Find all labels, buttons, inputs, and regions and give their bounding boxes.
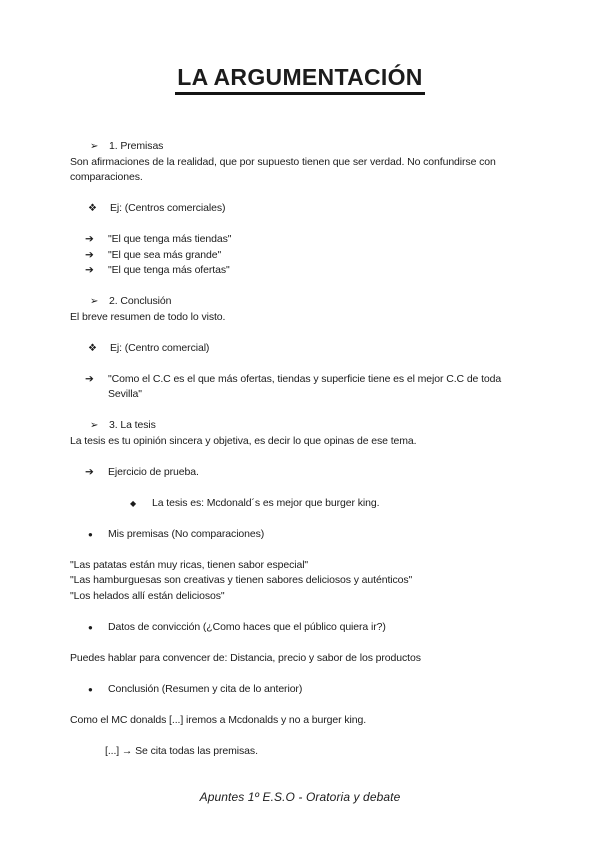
list-item-text: "El que tenga más tiendas": [108, 233, 232, 245]
arrow-bullet-icon: ➔: [85, 465, 94, 478]
chevron-bullet-icon: ➢: [90, 141, 99, 152]
list-item: [70, 682, 536, 698]
list-item-text: "El que tenga más ofertas": [108, 264, 230, 276]
blank-line: [70, 511, 536, 527]
page-title: LA ARGUMENTACIÓN: [175, 64, 424, 95]
dot-bullet-icon: ●: [88, 684, 93, 694]
list-item: [70, 232, 536, 248]
list-item: [70, 248, 536, 264]
arrow-bullet-icon: ➔: [85, 233, 94, 245]
blank-line: [70, 356, 536, 372]
list-item-text: Conclusión (Resumen y cita de lo anterior): [108, 682, 303, 695]
paragraph: El breve resumen de todo lo visto.: [70, 310, 226, 323]
dot-bullet-icon: ●: [88, 622, 93, 632]
blank-line: [70, 666, 536, 682]
list-item: [70, 620, 536, 636]
list-item-text: 3. La tesis: [109, 419, 156, 431]
blank-line: [70, 325, 536, 341]
blank-line: [70, 480, 536, 496]
list-item-text: Ej: (Centros comerciales): [110, 202, 226, 214]
list-item: [70, 418, 536, 434]
blank-line: [70, 542, 536, 558]
list-item: [70, 139, 536, 155]
paragraph: "Las hamburguesas son creativas y tienen sabores deliciosos y auténticos": [70, 574, 413, 586]
blank-line: [70, 604, 536, 620]
list-item: [70, 201, 536, 217]
note-line: [...] → Se cita todas las premisas.: [105, 744, 258, 757]
list-item: [70, 465, 536, 481]
list-item: [70, 372, 536, 403]
diamond-bullet-icon: ❖: [88, 203, 97, 214]
paragraph: La tesis es tu opinión sincera y objetiva, es decir lo que opinas de ese tema.: [70, 434, 417, 447]
list-item-text: La tesis es: Mcdonald´s es mejor que burger king.: [152, 496, 380, 509]
blank-line: [70, 728, 536, 744]
paragraph: Puedes hablar para convencer de: Distancia, precio y sabor de los productos: [70, 651, 421, 664]
blank-line: [70, 403, 536, 419]
list-item: [70, 294, 536, 310]
paragraph: Como el MC donalds [...] iremos a Mcdonalds y no a burger king.: [70, 713, 367, 726]
document-body: [70, 139, 536, 759]
arrow-bullet-icon: ➔: [85, 264, 94, 276]
dot-bullet-icon: ●: [88, 529, 93, 539]
arrow-bullet-icon: ➔: [85, 372, 94, 385]
list-item: [70, 263, 536, 279]
blank-line: [70, 186, 536, 202]
paragraph: Son afirmaciones de la realidad, que por supuesto tienen que ser verdad. No confundirse con comparaciones.: [70, 155, 496, 183]
list-item-text: Ej: (Centro comercial): [110, 341, 210, 354]
page-footer: Apuntes 1º E.S.O - Oratoria y debate: [199, 790, 401, 804]
paragraph: "Los helados allí están deliciosos": [70, 589, 225, 602]
blank-line: [70, 217, 536, 233]
list-item: [70, 341, 536, 357]
chevron-bullet-icon: ➢: [90, 296, 99, 307]
diamond-bullet-icon: ❖: [88, 342, 97, 354]
list-item-text: Ejercicio de prueba.: [108, 465, 199, 478]
title-wrap: [0, 0, 600, 95]
list-item-text: Mis premisas (No comparaciones): [108, 527, 265, 540]
list-item-text: Datos de convicción (¿Como haces que el público quiera ir?): [108, 620, 386, 633]
list-item-text: 2. Conclusión: [109, 295, 172, 307]
list-item-text: 1. Premisas: [109, 140, 164, 152]
chevron-bullet-icon: ➢: [90, 420, 99, 431]
small-diamond-bullet-icon: ◆: [130, 498, 137, 508]
list-item: [70, 496, 536, 512]
blank-line: [70, 697, 536, 713]
paragraph: "Las patatas están muy ricas, tienen sabor especial": [70, 558, 309, 571]
blank-line: [70, 449, 536, 465]
blank-line: [70, 279, 536, 295]
list-item: [70, 527, 536, 543]
list-item-text: "El que sea más grande": [108, 248, 222, 261]
list-item-text: "Como el C.C es el que más ofertas, tiendas y superficie tiene es el mejor C.C de toda Sevilla": [108, 372, 502, 400]
blank-line: [70, 635, 536, 651]
arrow-bullet-icon: ➔: [85, 248, 94, 261]
